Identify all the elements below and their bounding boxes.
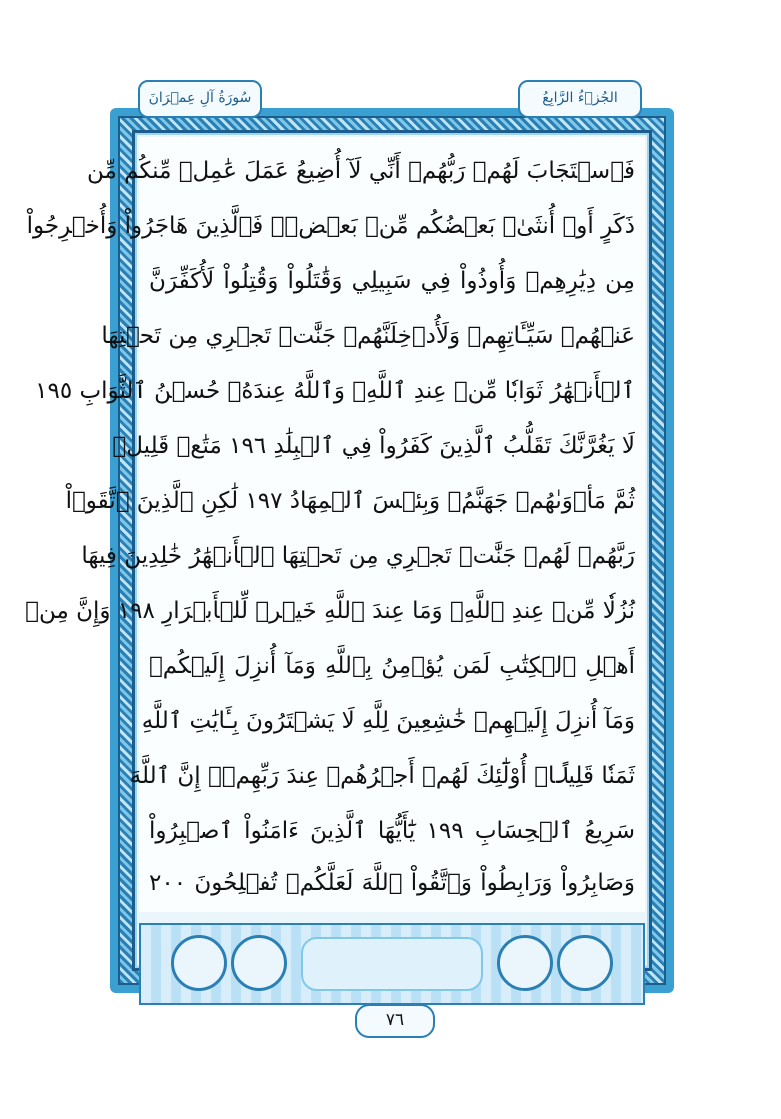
quran-line: فَٱسۡتَجَابَ لَهُمۡ رَبُّهُمۡ أَنِّي لَآ أُضِيعُ عَمَلَ عَٰمِلٖ مِّنكُم مِّن	[86, 158, 635, 184]
quran-line: وَصَابِرُواْ وَرَابِطُواْ وَٱتَّقُواْ ٱللَّهَ لَعَلَّكُمۡ تُفۡلِحُونَ ٢٠٠	[149, 870, 635, 896]
quran-line: ٱلۡأَنۡهَٰرُ ثَوَابٗا مِّنۡ عِندِ ٱللَّهِۚ وَٱللَّهُ عِندَهُۥ حُسۡنُ ٱلثَّوَابِ ١٩٥	[35, 378, 635, 404]
page-number: ٧٦	[355, 1004, 435, 1038]
bottom-ornament-panel	[139, 923, 645, 1005]
quran-line: رَبَّهُمۡ لَهُمۡ جَنَّٰتٞ تَجۡرِي مِن تَحۡتِهَا ٱلۡأَنۡهَٰرُ خَٰلِدِينَ فِيهَا	[81, 543, 635, 569]
quran-line: ثَمَنٗا قَلِيلًاۚ أُوْلَٰٓئِكَ لَهُمۡ أَجۡرُهُمۡ عِندَ رَبِّهِمۡۗ إِنَّ ٱللَّهَ	[129, 763, 635, 789]
juz-name-label: الجُزۡءُ الرَّابِعُ	[518, 80, 642, 118]
quran-line: أَهۡلِ ٱلۡكِتَٰبِ لَمَن يُؤۡمِنُ بِٱللَّهِ وَمَآ أُنزِلَ إِلَيۡكُمۡ	[149, 653, 635, 679]
ornament-knot-icon	[171, 935, 227, 991]
ornament-knot-icon	[231, 935, 287, 991]
ornament-knot-icon	[497, 935, 553, 991]
quran-line: نُزُلٗا مِّنۡ عِندِ ٱللَّهِۗ وَمَا عِندَ ٱللَّهِ خَيۡرٞ لِّلۡأَبۡرَارِ ١٩٨ وَإِنَّ مِنۡ	[25, 598, 635, 624]
surah-name-label: سُورَةُ آلِ عِمۡرَانَ	[138, 80, 262, 118]
page-frame	[25, 108, 674, 993]
quran-line: سَرِيعُ ٱلۡحِسَابِ ١٩٩ يَٰٓأَيُّهَا ٱلَّذِينَ ءَامَنُواْ ٱصۡبِرُواْ	[149, 818, 635, 844]
quran-line: ذَكَرٍ أَوۡ أُنثَىٰۖ بَعۡضُكُم مِّنۢ بَعۡضٖۖ فَٱلَّذِينَ هَاجَرُواْ وَأُخۡرِجُواْ	[26, 213, 635, 239]
ornament-knot-icon	[557, 935, 613, 991]
page-body	[25, 130, 652, 971]
quran-line: عَنۡهُمۡ سَيِّـَٔاتِهِمۡ وَلَأُدۡخِلَنَّهُمۡ جَنَّٰتٖ تَجۡرِي مِن تَحۡتِهَا	[101, 323, 635, 349]
quran-line: ثُمَّ مَأۡوَىٰهُمۡ جَهَنَّمُۖ وَبِئۡسَ ٱلۡمِهَادُ ١٩٧ لَٰكِنِ ٱلَّذِينَ ٱتَّقَوۡاْ	[65, 488, 635, 514]
quran-line: لَا يَغُرَّنَّكَ تَقَلُّبُ ٱلَّذِينَ كَفَرُواْ فِي ٱلۡبِلَٰدِ ١٩٦ مَتَٰعٞ قَلِيلٞ	[112, 433, 635, 459]
quran-line: وَمَآ أُنزِلَ إِلَيۡهِمۡ خَٰشِعِينَ لِلَّهِ لَا يَشۡتَرُونَ بِـَٔايَٰتِ ٱللَّهِ	[141, 708, 635, 734]
ornament-center-box	[301, 937, 483, 991]
quran-text-area	[25, 137, 645, 912]
quran-line: مِن دِيَٰرِهِمۡ وَأُوذُواْ فِي سَبِيلِي وَقَٰتَلُواْ وَقُتِلُواْ لَأُكَفِّرَنَّ	[149, 268, 635, 294]
